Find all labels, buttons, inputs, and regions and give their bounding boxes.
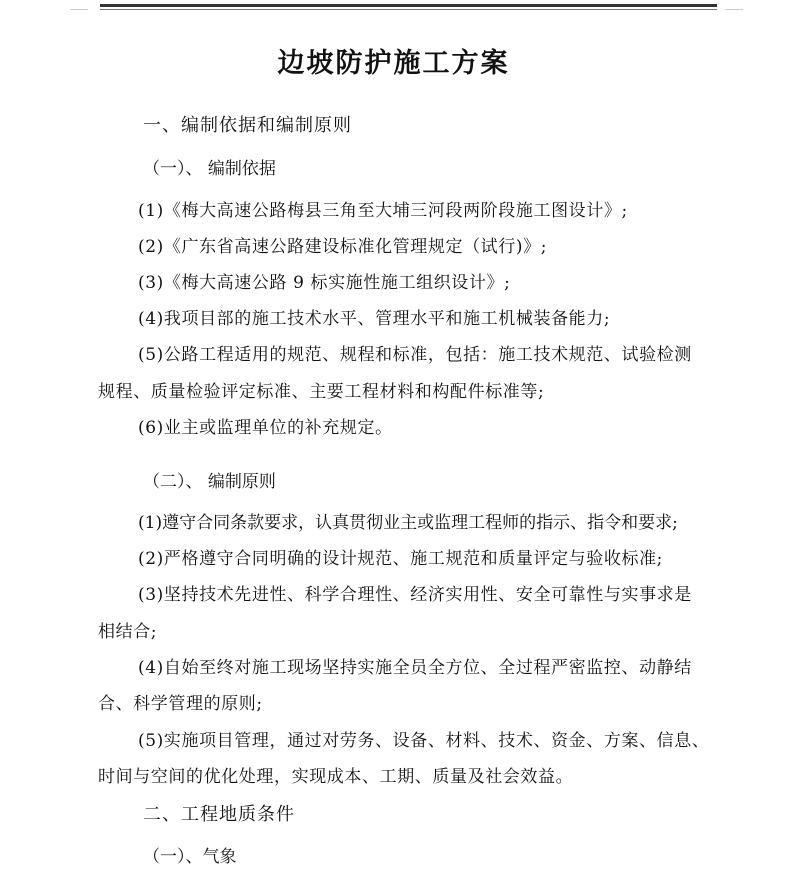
principle-item-4-line2: 合、科学管理的原则;	[98, 694, 263, 714]
section-heading-2: 二、工程地质条件	[143, 804, 295, 825]
basis-item-5-line2: 规程、质量检验评定标准、主要工程材料和构配件标准等;	[98, 382, 545, 402]
principle-item-3-line1: (3)坚持技术先进性、科学合理性、经济实用性、安全可靠性与实事求是	[138, 585, 692, 605]
principle-item-5-line2: 时间与空间的优化处理，实现成本、工期、质量及社会效益。	[98, 767, 574, 787]
header-rule-thin	[100, 9, 717, 10]
principle-item-4-line1: (4)自始至终对施工现场坚持实施全员全方位、全过程严密监控、动静结	[138, 658, 692, 678]
subsection-heading-1-2: （二）、 编制原则	[143, 472, 276, 492]
principle-item-5-line1: (5)实施项目管理，通过对劳务、设备、材料、技术、资金、方案、信息、	[138, 731, 710, 751]
basis-item-5-line1: (5)公路工程适用的规范、规程和标准，包括：施工技术规范、试验检测	[138, 345, 692, 365]
section-heading-1: 一、编制依据和编制原则	[143, 115, 352, 136]
basis-item-2: (2)《广东省高速公路建设标准化管理规定（试行)》;	[138, 237, 548, 257]
basis-item-4: (4)我项目部的施工技术水平、管理水平和施工机械装备能力;	[138, 309, 611, 329]
margin-mark-left	[70, 9, 88, 10]
principle-item-1: (1)遵守合同条款要求，认真贯彻业主或监理工程师的指示、指令和要求;	[138, 513, 678, 533]
principle-item-2: (2)严格遵守合同明确的设计规范、施工规范和质量评定与验收标准;	[138, 549, 664, 569]
header-rule-thick	[100, 4, 717, 7]
basis-item-3: (3)《梅大高速公路 9 标实施性施工组织设计》;	[138, 273, 511, 293]
margin-mark-right	[725, 9, 743, 10]
principle-item-3-line2: 相结合;	[98, 622, 158, 642]
basis-item-6: (6)业主或监理单位的补充规定。	[138, 418, 393, 438]
subsection-heading-1-1: （一）、 编制依据	[143, 159, 276, 179]
basis-item-1: (1)《梅大高速公路梅县三角至大埔三河段两阶段施工图设计》;	[138, 201, 628, 221]
document-title: 边坡防护施工方案	[277, 48, 510, 79]
subsection-heading-2-1: （一）、气象	[143, 847, 237, 867]
